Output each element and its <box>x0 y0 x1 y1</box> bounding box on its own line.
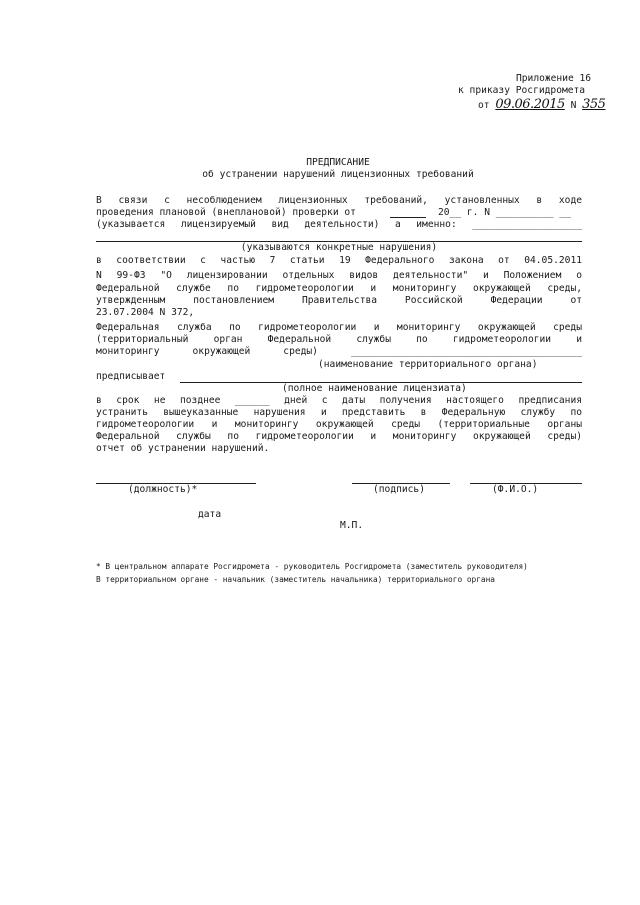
p2-line3: Федеральной службе по гидрометеорологии и мониторингу окружающей среды, <box>96 283 582 294</box>
date-prefix: от <box>478 100 490 111</box>
handwritten-date: 09.06.2015 <box>495 97 565 112</box>
document-title: ПРЕДПИСАНИЕ <box>306 157 370 168</box>
p4-line1: в срок не позднее ______ дней с даты получения настоящего предписания <box>96 395 582 406</box>
document-subtitle: об устранении нарушений лицензионных требований <box>202 169 474 180</box>
p2-line4: утвержденным постановлением Правительства Российской Федерации от <box>96 295 582 306</box>
number-prefix: N <box>570 100 577 111</box>
p2-line1: в соответствии с частью 7 статьи 19 Федерального закона от 04.05.2011 <box>96 255 582 266</box>
p3-line3: мониторингу окружающей среды) ________________________________________ <box>96 346 582 357</box>
p4-line3: гидрометеорологии и мониторингу окружающей среды (территориальные органы <box>96 419 582 430</box>
licensee-caption: (полное наименование лицензиата) <box>282 383 467 394</box>
p4-line5: отчет об устранении нарушений. <box>96 443 270 454</box>
p2-line5: 23.07.2004 N 372, <box>96 307 195 318</box>
p4-line4: Федеральной службы по гидрометеорологии и мониторингу окружающей среды) <box>96 431 582 442</box>
violations-caption: (указываются конкретные нарушения) <box>240 242 438 253</box>
p4-line2: устранить вышеуказанные нарушения и представить в Федеральную службу по <box>96 407 582 418</box>
p2-line2: N 99-ФЗ "О лицензировании отдельных видов деятельности" и Положением о <box>96 270 582 281</box>
order-reference: к приказу Росгидромета <box>458 85 586 96</box>
appendix-label: Приложение 16 <box>516 73 592 84</box>
footnote-line2: В территориальном органе - начальник (заместитель начальника) территориального органа <box>96 575 496 584</box>
stamp-label: М.П. <box>340 520 364 531</box>
position-caption: (должность)* <box>128 484 198 495</box>
p3-line1: Федеральная служба по гидрометеорологии и мониторингу окружающей среды <box>96 322 582 333</box>
date-label: дата <box>198 509 222 520</box>
p1-line2a: проведения плановой (внеплановой) проверки от <box>96 207 356 218</box>
p1-line2b: 20__ г. N __________ __ <box>438 207 571 218</box>
footnote-line1: * В центральном аппарате Росгидромета - руководитель Росгидромета (заместитель руководителя) <box>96 562 528 571</box>
order-date-number <box>478 99 605 112</box>
signature-caption: (подпись) <box>373 484 425 495</box>
p1-line1: В связи с несоблюдением лицензионных требований, установленных в ходе <box>96 195 582 206</box>
p3-line2: (территориальный орган Федеральной службы по гидрометеорологии и <box>96 334 582 345</box>
territorial-caption: (наименование территориального органа) <box>318 359 538 370</box>
name-caption: (Ф.И.О.) <box>492 484 539 495</box>
date-blank-line <box>390 217 426 218</box>
handwritten-number: 355 <box>582 97 606 112</box>
p1-line3: (указывается лицензируемый вид деятельности) а именно: ___________________ <box>96 219 582 230</box>
prescribes-label: предписывает <box>96 371 166 382</box>
